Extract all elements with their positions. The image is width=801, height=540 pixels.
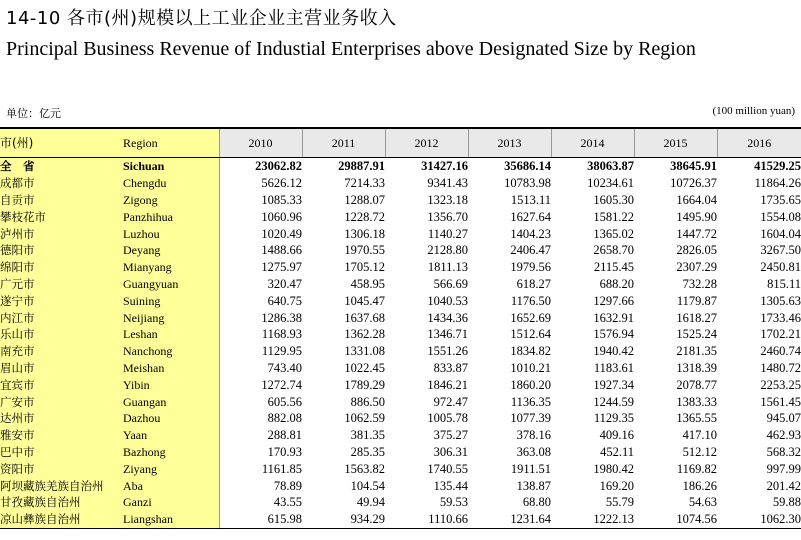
table-row-total: [0, 158, 801, 175]
region-name-cn: 全 省: [0, 158, 123, 175]
value-cell: 1980.42: [593, 461, 634, 476]
value-cell: 640.75: [267, 293, 302, 308]
value-cell: 512.12: [682, 444, 717, 459]
value-cell: 1911.51: [510, 461, 551, 476]
value-cell: 1512.64: [510, 327, 551, 342]
value-cell: 1702.21: [760, 327, 801, 342]
region-name-cn: 南充市: [0, 343, 123, 360]
value-cell: 1168.93: [261, 327, 302, 342]
value-cell: 7214.33: [344, 176, 385, 191]
value-cell: 54.63: [688, 495, 717, 510]
value-cell: 1735.65: [760, 192, 801, 207]
value-cell: 1020.49: [261, 226, 302, 241]
value-cell: 1228.72: [344, 209, 385, 224]
table-row: [0, 444, 801, 461]
region-name-en: Mianyang: [123, 259, 219, 276]
value-cell: 1860.20: [510, 377, 551, 392]
value-cell: 1077.39: [510, 411, 551, 426]
region-name-cn: 泸州市: [0, 225, 123, 242]
value-cell: 169.20: [599, 478, 634, 493]
region-name-cn: 凉山彝族自治州: [0, 511, 123, 528]
value-cell: 1045.47: [344, 293, 385, 308]
table-row: [0, 494, 801, 511]
region-name-cn: 遂宁市: [0, 292, 123, 309]
value-cell: 1627.64: [510, 209, 551, 224]
value-cell: 288.81: [267, 428, 302, 443]
value-cell: 1618.27: [676, 310, 717, 325]
value-cell: 38063.87: [587, 159, 634, 174]
value-cell: 458.95: [350, 276, 385, 291]
value-cell: 1346.71: [427, 327, 468, 342]
region-name-cn: 宜宾市: [0, 376, 123, 393]
value-cell: 1318.39: [676, 360, 717, 375]
region-name-cn: 资阳市: [0, 460, 123, 477]
value-cell: 2406.47: [510, 243, 551, 258]
value-cell: 201.42: [766, 478, 801, 493]
value-cell: 886.50: [350, 394, 385, 409]
value-cell: 1705.12: [344, 260, 385, 275]
unit-label-cn: 单位：亿元: [6, 107, 61, 120]
value-cell: 1161.85: [261, 461, 302, 476]
column-header-year: 2011: [302, 128, 385, 158]
value-cell: 1513.11: [510, 192, 551, 207]
table-row: [0, 460, 801, 477]
value-cell: 688.20: [599, 276, 634, 291]
value-cell: 186.26: [682, 478, 717, 493]
value-cell: 1306.18: [344, 226, 385, 241]
region-name-cn: 达州市: [0, 410, 123, 427]
value-cell: 452.11: [600, 444, 634, 459]
table-row: [0, 242, 801, 259]
value-cell: 31427.16: [421, 159, 468, 174]
value-cell: 815.11: [767, 276, 801, 291]
value-cell: 1074.56: [634, 511, 717, 528]
value-cell: 1605.30: [593, 192, 634, 207]
value-cell: 1632.91: [593, 310, 634, 325]
value-cell: 1604.04: [760, 226, 801, 241]
value-cell: 1286.38: [261, 310, 302, 325]
table-row: [0, 410, 801, 427]
region-name-en: Aba: [123, 477, 219, 494]
region-name-en: Liangshan: [123, 511, 219, 528]
value-cell: 5626.12: [261, 176, 302, 191]
region-name-cn: 乐山市: [0, 326, 123, 343]
value-cell: 2253.25: [760, 377, 801, 392]
region-name-cn: 成都市: [0, 175, 123, 192]
value-cell: 381.35: [350, 428, 385, 443]
value-cell: 1060.96: [261, 209, 302, 224]
value-cell: 29887.91: [338, 159, 385, 174]
value-cell: 2450.81: [760, 260, 801, 275]
table-row: [0, 393, 801, 410]
value-cell: 1129.95: [261, 344, 302, 359]
value-cell: 10234.61: [587, 176, 634, 191]
region-name-en: Neijiang: [123, 309, 219, 326]
table-row: [0, 326, 801, 343]
value-cell: 2658.70: [593, 243, 634, 258]
region-name-cn: 眉山市: [0, 360, 123, 377]
value-cell: 997.99: [766, 461, 801, 476]
value-cell: 1085.33: [261, 192, 302, 207]
value-cell: 1434.36: [427, 310, 468, 325]
value-cell: 566.69: [433, 276, 468, 291]
value-cell: 135.44: [433, 478, 468, 493]
value-cell: 2078.77: [676, 377, 717, 392]
value-cell: 1940.42: [593, 344, 634, 359]
value-cell: 68.80: [522, 495, 551, 510]
column-header-region-cn: 市(州): [0, 128, 123, 158]
value-cell: 1356.70: [427, 209, 468, 224]
value-cell: 1551.26: [427, 344, 468, 359]
value-cell: 945.07: [766, 411, 801, 426]
value-cell: 170.93: [267, 444, 302, 459]
table-row: [0, 511, 801, 528]
column-header-year: 2013: [468, 128, 551, 158]
value-cell: 320.47: [267, 276, 302, 291]
column-header-year: 2012: [385, 128, 468, 158]
value-cell: 1652.69: [510, 310, 551, 325]
value-cell: 9341.43: [427, 176, 468, 191]
data-table: [0, 127, 801, 529]
value-cell: 417.10: [682, 428, 717, 443]
value-cell: 732.28: [682, 276, 717, 291]
value-cell: 1272.74: [261, 377, 302, 392]
page-title-cn: 14-10 各市(州)规模以上工业企业主营业务收入: [6, 8, 397, 29]
column-header-year: 2016: [717, 128, 801, 158]
value-cell: 1365.02: [593, 226, 634, 241]
region-name-cn: 广安市: [0, 393, 123, 410]
value-cell: 43.55: [273, 495, 302, 510]
value-cell: 1005.78: [427, 411, 468, 426]
region-name-en: Deyang: [123, 242, 219, 259]
value-cell: 1488.66: [261, 243, 302, 258]
value-cell: 375.27: [433, 428, 468, 443]
value-cell: 1169.82: [676, 461, 717, 476]
value-cell: 2307.29: [676, 260, 717, 275]
value-cell: 1136.35: [510, 394, 551, 409]
value-cell: 1362.28: [344, 327, 385, 342]
value-cell: 2460.74: [760, 344, 801, 359]
value-cell: 1447.72: [676, 226, 717, 241]
value-cell: 1231.64: [468, 511, 551, 528]
page-title-en: Principal Business Revenue of Industial Enterprises above Designated Size by Region: [6, 38, 696, 60]
table-row: [0, 376, 801, 393]
value-cell: 104.54: [350, 478, 385, 493]
region-name-cn: 甘孜藏族自治州: [0, 494, 123, 511]
value-cell: 1561.45: [760, 394, 801, 409]
value-cell: 1789.29: [344, 377, 385, 392]
value-cell: 10726.37: [670, 176, 717, 191]
value-cell: 35686.14: [504, 159, 551, 174]
value-cell: 1331.08: [344, 344, 385, 359]
value-cell: 882.08: [267, 411, 302, 426]
region-name-cn: 攀枝花市: [0, 208, 123, 225]
value-cell: 605.56: [267, 394, 302, 409]
value-cell: 2181.35: [676, 344, 717, 359]
value-cell: 1834.82: [510, 344, 551, 359]
region-name-en: Meishan: [123, 360, 219, 377]
value-cell: 1179.87: [676, 293, 717, 308]
value-cell: 743.40: [267, 360, 302, 375]
value-cell: 1637.68: [344, 310, 385, 325]
value-cell: 1129.35: [593, 411, 634, 426]
value-cell: 409.16: [599, 428, 634, 443]
table-row: [0, 292, 801, 309]
region-name-cn: 自贡市: [0, 192, 123, 209]
region-name-en: Leshan: [123, 326, 219, 343]
value-cell: 1733.46: [760, 310, 801, 325]
value-cell: 1970.55: [344, 243, 385, 258]
table-row: [0, 309, 801, 326]
value-cell: 138.87: [516, 478, 551, 493]
value-cell: 1979.56: [510, 260, 551, 275]
value-cell: 1811.13: [427, 260, 468, 275]
region-name-en: Chengdu: [123, 175, 219, 192]
table-row: [0, 343, 801, 360]
region-name-en: Yaan: [123, 427, 219, 444]
value-cell: 833.87: [433, 360, 468, 375]
value-cell: 1495.90: [676, 209, 717, 224]
unit-label-en: (100 million yuan): [712, 105, 795, 117]
value-cell: 1022.45: [344, 360, 385, 375]
value-cell: 23062.82: [255, 159, 302, 174]
region-name-en: Sichuan: [123, 158, 219, 175]
table-row: [0, 192, 801, 209]
table-row: [0, 208, 801, 225]
value-cell: 1222.13: [551, 511, 634, 528]
value-cell: 1140.27: [427, 226, 468, 241]
value-cell: 378.16: [516, 428, 551, 443]
region-name-en: Nanchong: [123, 343, 219, 360]
value-cell: 1740.55: [427, 461, 468, 476]
value-cell: 59.53: [439, 495, 468, 510]
value-cell: 1275.97: [261, 260, 302, 275]
value-cell: 1323.18: [427, 192, 468, 207]
region-name-cn: 德阳市: [0, 242, 123, 259]
table-row: [0, 175, 801, 192]
value-cell: 38645.91: [670, 159, 717, 174]
region-name-cn: 巴中市: [0, 444, 123, 461]
value-cell: 1563.82: [344, 461, 385, 476]
value-cell: 2128.80: [427, 243, 468, 258]
value-cell: 1383.33: [676, 394, 717, 409]
region-name-en: Bazhong: [123, 444, 219, 461]
region-name-en: Luzhou: [123, 225, 219, 242]
value-cell: 1581.22: [593, 209, 634, 224]
region-name-en: Guangyuan: [123, 276, 219, 293]
value-cell: 1404.23: [510, 226, 551, 241]
value-cell: 1576.94: [593, 327, 634, 342]
value-cell: 49.94: [356, 495, 385, 510]
value-cell: 78.89: [273, 478, 302, 493]
value-cell: 11864.26: [754, 176, 801, 191]
value-cell: 10783.98: [504, 176, 551, 191]
table-row: [0, 360, 801, 377]
value-cell: 1288.07: [344, 192, 385, 207]
value-cell: 306.31: [433, 444, 468, 459]
value-cell: 1010.21: [510, 360, 551, 375]
region-name-cn: 绵阳市: [0, 259, 123, 276]
region-name-en: Guangan: [123, 393, 219, 410]
value-cell: 1176.50: [510, 293, 551, 308]
column-header-year: 2015: [634, 128, 717, 158]
value-cell: 1110.66: [385, 511, 468, 528]
region-name-cn: 内江市: [0, 309, 123, 326]
column-header-year: 2014: [551, 128, 634, 158]
table-header-row: [0, 128, 801, 158]
value-cell: 568.32: [766, 444, 801, 459]
column-header-region-en: Region: [123, 128, 219, 158]
region-name-en: Ganzi: [123, 494, 219, 511]
value-cell: 1554.08: [760, 209, 801, 224]
region-name-en: Suining: [123, 292, 219, 309]
region-name-en: Ziyang: [123, 460, 219, 477]
value-cell: 2826.05: [676, 243, 717, 258]
region-name-en: Yibin: [123, 376, 219, 393]
value-cell: 41529.25: [754, 159, 801, 174]
value-cell: 934.29: [302, 511, 385, 528]
value-cell: 1244.59: [593, 394, 634, 409]
value-cell: 59.88: [772, 495, 801, 510]
table-row: [0, 477, 801, 494]
table-row: [0, 259, 801, 276]
value-cell: 285.35: [350, 444, 385, 459]
value-cell: 55.79: [605, 495, 634, 510]
value-cell: 615.98: [219, 511, 302, 528]
value-cell: 1062.59: [344, 411, 385, 426]
value-cell: 1927.34: [593, 377, 634, 392]
value-cell: 2115.45: [593, 260, 634, 275]
table-row: [0, 225, 801, 242]
value-cell: 462.93: [766, 428, 801, 443]
value-cell: 1183.61: [593, 360, 634, 375]
region-name-en: Panzhihua: [123, 208, 219, 225]
region-name-cn: 雅安市: [0, 427, 123, 444]
value-cell: 1525.24: [676, 327, 717, 342]
region-name-cn: 阿坝藏族羌族自治州: [0, 477, 123, 494]
region-name-en: Zigong: [123, 192, 219, 209]
value-cell: 1365.55: [676, 411, 717, 426]
region-name-en: Dazhou: [123, 410, 219, 427]
table-row: [0, 427, 801, 444]
value-cell: 1846.21: [427, 377, 468, 392]
value-cell: 1305.63: [760, 293, 801, 308]
value-cell: 1062.30: [717, 511, 801, 528]
value-cell: 3267.50: [760, 243, 801, 258]
value-cell: 363.08: [516, 444, 551, 459]
region-name-cn: 广元市: [0, 276, 123, 293]
column-header-year: 2010: [219, 128, 302, 158]
value-cell: 1040.53: [427, 293, 468, 308]
value-cell: 1297.66: [593, 293, 634, 308]
value-cell: 1664.04: [676, 192, 717, 207]
table-row: [0, 276, 801, 293]
value-cell: 618.27: [516, 276, 551, 291]
value-cell: 972.47: [433, 394, 468, 409]
value-cell: 1480.72: [760, 360, 801, 375]
